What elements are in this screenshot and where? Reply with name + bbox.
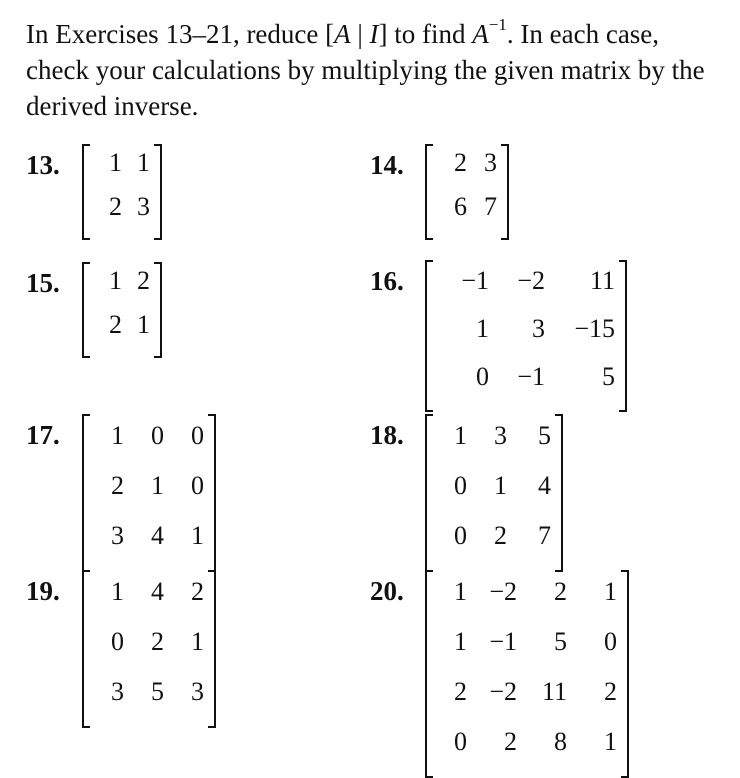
matrix	[82, 144, 162, 240]
matrix-entry: 0	[476, 362, 489, 391]
matrix-entry: 5	[554, 627, 567, 656]
matrix-entry: 1	[111, 577, 124, 606]
matrix-entry: 5	[602, 362, 615, 391]
matrix-entry: 5	[538, 421, 551, 450]
matrix-entries	[433, 570, 621, 778]
right-bracket	[555, 414, 563, 572]
matrix-entry: 8	[554, 727, 567, 756]
matrix-entry: 1	[454, 577, 467, 606]
matrix-entry: 7	[484, 192, 497, 221]
matrix-entry: 1	[109, 266, 122, 295]
matrix-entry: 4	[538, 471, 551, 500]
intro-bar: |	[350, 19, 370, 49]
intro-var-i: I	[369, 19, 379, 49]
exercise-number: 16.	[370, 266, 404, 296]
matrix-entries	[90, 262, 154, 358]
matrix-entry: 0	[454, 521, 467, 550]
matrix-entry: 2	[111, 471, 124, 500]
left-bracket	[425, 570, 433, 778]
matrix-entry: 1	[454, 421, 467, 450]
matrix	[425, 570, 629, 778]
matrix-entry: 3	[111, 521, 124, 550]
exercise-number: 15.	[26, 268, 60, 298]
right-bracket	[621, 570, 629, 778]
matrix	[82, 570, 216, 728]
exercise-number: 18.	[370, 420, 404, 450]
matrix-entry: 1	[191, 521, 204, 550]
matrix-entries	[90, 144, 154, 240]
matrix-entries	[433, 414, 555, 572]
right-bracket	[154, 144, 162, 240]
matrix-entry: 1	[109, 148, 122, 177]
left-bracket	[82, 262, 90, 358]
matrix-entry: 1	[476, 314, 489, 343]
intro-text-1: In Exercises 13–21, reduce [	[26, 19, 335, 49]
matrix-entry: 4	[151, 577, 164, 606]
matrix-entry: 2	[109, 192, 122, 221]
matrix-entry: −2	[517, 266, 545, 295]
right-bracket	[619, 260, 627, 412]
matrix	[425, 260, 627, 412]
matrix-entry: 2	[454, 677, 467, 706]
right-bracket	[501, 144, 509, 240]
matrix	[425, 144, 509, 240]
matrix-entry: 2	[604, 677, 617, 706]
matrix-entry: 0	[111, 627, 124, 656]
matrix-entry: 2	[191, 577, 204, 606]
matrix-entry: 2	[554, 577, 567, 606]
intro-var-a-inverse: A	[472, 19, 489, 49]
matrix-entry: −1	[489, 627, 517, 656]
matrix-entry: 6	[454, 192, 467, 221]
matrix-entry: 3	[484, 148, 497, 177]
intro-var-a: A	[334, 19, 351, 49]
matrix-entry: 3	[532, 314, 545, 343]
matrix-entry: 2	[454, 148, 467, 177]
matrix-entry: 0	[454, 727, 467, 756]
matrix-entry: 5	[151, 677, 164, 706]
matrix-entry: 0	[191, 421, 204, 450]
intro-text-2: ] to find	[378, 19, 473, 49]
matrix-entry: 1	[604, 727, 617, 756]
matrix-entry: −1	[461, 266, 489, 295]
matrix-entry: 0	[454, 471, 467, 500]
matrix-entry: 3	[494, 421, 507, 450]
matrix	[425, 414, 563, 572]
matrix-entry: 2	[137, 266, 150, 295]
matrix-entry: 3	[111, 677, 124, 706]
matrix-entries	[90, 414, 208, 572]
matrix-entry: 3	[191, 677, 204, 706]
exercise-number: 19.	[26, 576, 60, 606]
exercise-number: 20.	[370, 576, 404, 606]
matrix-entry: 1	[137, 148, 150, 177]
matrix	[82, 414, 216, 572]
matrix-entry: 4	[151, 521, 164, 550]
matrix-entry: 0	[604, 627, 617, 656]
matrix-entry: 3	[137, 192, 150, 221]
matrix-entry: 1	[454, 627, 467, 656]
matrix-entry: 1	[151, 471, 164, 500]
exercise-number: 17.	[26, 420, 60, 450]
matrix-entry: 0	[191, 471, 204, 500]
matrix-entries	[433, 144, 501, 240]
right-bracket	[208, 414, 216, 572]
left-bracket	[82, 414, 90, 572]
instructions-paragraph	[26, 16, 726, 124]
matrix-entry: 1	[604, 577, 617, 606]
exercise-number: 13.	[26, 150, 60, 180]
matrix-entry: 0	[151, 421, 164, 450]
matrix-entry: −1	[517, 362, 545, 391]
matrix-entries	[433, 260, 619, 412]
right-bracket	[154, 262, 162, 358]
matrix-entry: 7	[538, 521, 551, 550]
right-bracket	[208, 570, 216, 728]
intro-superscript: −1	[488, 15, 507, 34]
matrix-entry: 1	[191, 627, 204, 656]
left-bracket	[425, 144, 433, 240]
matrix-entry: −15	[574, 314, 615, 343]
matrix-entry: 1	[494, 471, 507, 500]
matrix-entries	[90, 570, 208, 728]
matrix-entry: −2	[489, 577, 517, 606]
left-bracket	[425, 260, 433, 412]
left-bracket	[425, 414, 433, 572]
matrix-entry: 1	[137, 310, 150, 339]
left-bracket	[82, 144, 90, 240]
exercise-number: 14.	[370, 150, 404, 180]
matrix-entry: 2	[494, 521, 507, 550]
matrix-entry: 2	[504, 727, 517, 756]
matrix-entry: 2	[109, 310, 122, 339]
matrix-entry: −2	[489, 677, 517, 706]
matrix-entry: 11	[589, 266, 615, 295]
left-bracket	[82, 570, 90, 728]
matrix-entry: 11	[541, 677, 567, 706]
matrix-entry: 1	[111, 421, 124, 450]
intro-text-3: . In each case, check your calculations by multiplying the given matrix by the derived inverse.	[26, 19, 705, 121]
matrix	[82, 262, 162, 358]
matrix-entry: 2	[151, 627, 164, 656]
